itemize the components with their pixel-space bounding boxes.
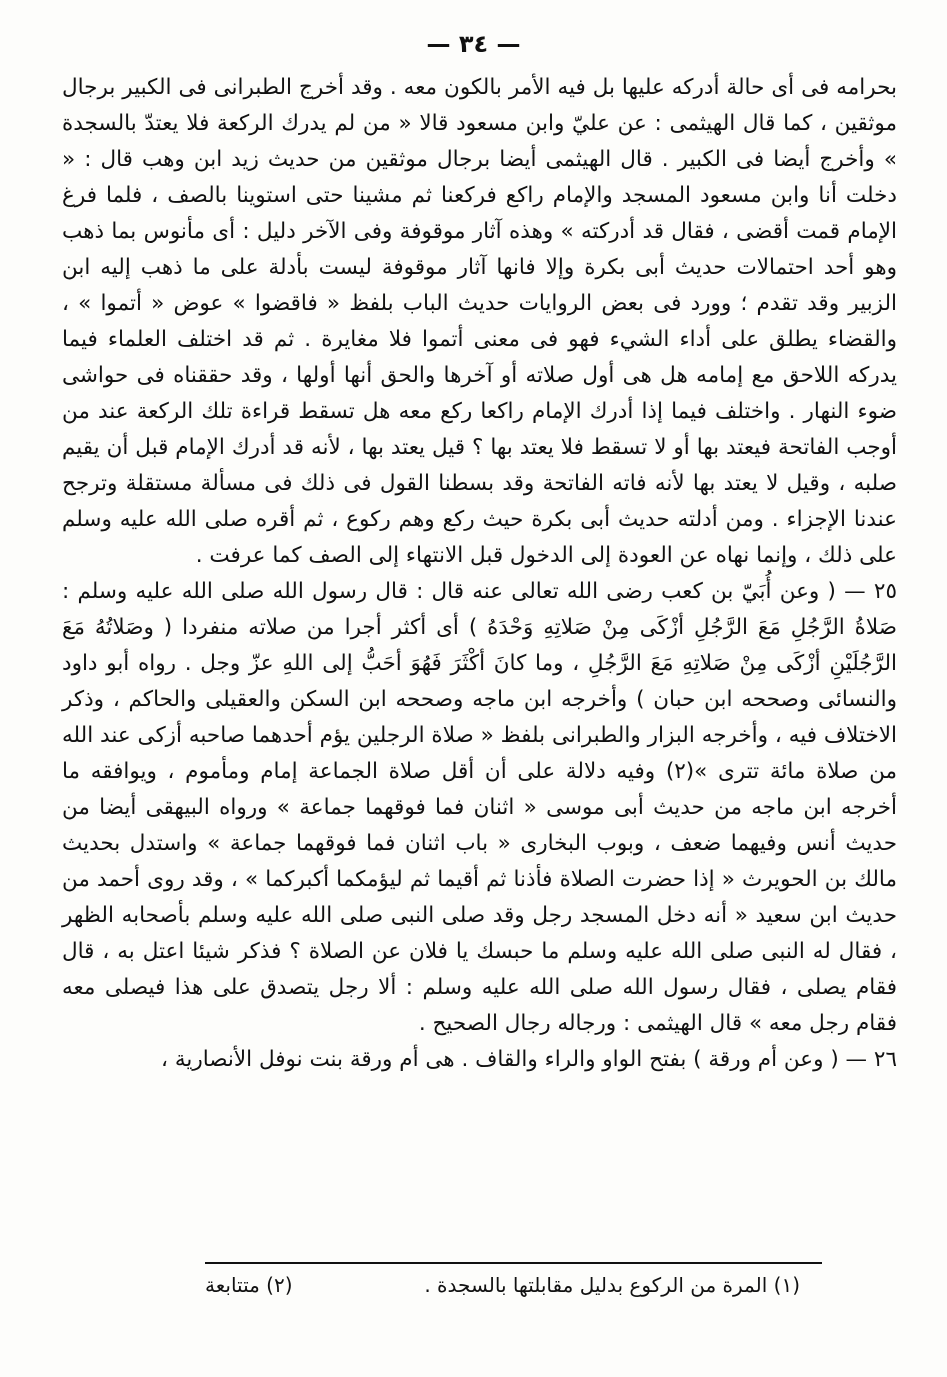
paragraph-commentary: بحرامه فى أى حالة أدركه عليها بل فيه الأمر بالكون معه . وقد أخرج الطبرانى فى الكبير برجال موثقين ، كما قال الهيثمى : عن عليّ وابن مسعود قالا « من لم يدرك الركعة فلا يعتدّ بالسجدة » وأخرج أيضا فى الكبير . قال الهيثمى أيضا برجال موثقين من حديث زيد ابن وهب قال : « دخلت أنا وابن مسعود المسجد والإمام راكع فركعنا ثم مشينا حتى استوينا بالصف ، فلما فرغ الإمام قمت أقضى ، فقال قد أدركته » وهذه آثار موقوفة وفى الآخر دليل : أى مأنوس بما ذهب وهو أحد احتمالات حديث أبى بكرة وإلا فانها آثار موقوفة ليست بأدلة على ما ذهب إليه ابن الزبير وقد تقدم ؛ وورد فى بعض الروايات حديث الباب بلفظ « فاقضوا » عوض « أتموا » ، والقضاء يطلق على أداء الشيء فهو فى معنى أتموا فلا مغايرة . ثم قد اختلف العلماء فيما يدركه اللاحق مع إمامه هل هى أول صلاته أو آخرها والحق أنها أولها ، وقد حققناه فى حواشى ضوء النهار . واختلف فيما إذا أدرك الإمام راكعا ركع معه هل تسقط قراءة تلك الركعة عند من أوجب الفاتحة فيعتد بها أو لا تسقط فلا يعتد بها ؟ قيل يعتد بها ، لأنه قد أدرك الإمام قبل أن يقيم صلبه ، وقيل لا يعتد بها لأنه فاته الفاتحة وقد بسطنا القول فى ذلك فى مسألة مستقلة وترجح عندنا الإجزاء . ومن أدلته حديث أبى بكرة حيث ركع وهم ركوع ، ثم أقره صلى الله عليه وسلم على ذلك ، وإنما نهاه عن العودة إلى الدخول قبل الانتهاء إلى الصف كما عرفت . [62, 75, 897, 568]
footnote-2: (٢) متتابعة [205, 1273, 293, 1297]
footnote-divider [205, 1262, 822, 1264]
paragraph-hadith-25: ٢٥ — ( وعن أُبَيّ بن كعب رضى الله تعالى عنه قال : قال رسول الله صلى الله عليه وسلم : صَلاةُ الرَّجُلِ مَعَ الرَّجُلِ أزْكَى مِنْ صَلاتِهِ وَحْدَهُ ) أى أكثر أجرا من صلاته منفردا ( وصَلاتُهُ مَعَ الرَّجُلَيْنِ أزْكَى مِنْ صَلاتِهِ مَعَ الرَّجُلِ ، وما كانَ أكْثَرَ فَهُوَ أحَبُّ إلى اللهِ عزّ وجل . رواه أبو داود والنسائى وصححه ابن حبان ) وأخرجه ابن ماجه وصححه ابن السكن والعقيلى والحاكم ، وذكر الاختلاف فيه ، وأخرجه البزار والطبرانى بلفظ « صلاة الرجلين يؤم أحدهما صاحبه أزكى عند الله من صلاة مائة تترى »(٢) وفيه دلالة على أن أقل صلاة الجماعة إمام ومأموم ، ويوافقه ما أخرجه ابن ماجه من حديث أبى موسى « اثنان فما فوقهما جماعة » ورواه البيهقى أيضا من حديث أنس وفيهما ضعف ، وبوب البخارى « باب اثنان فما فوقهما جماعة » واستدل بحديث مالك بن الحويرث « إذا حضرت الصلاة فأذنا ثم أقيما ثم ليؤمكما أكبركما » ، وقد روى أحمد من حديث ابن سعيد « أنه دخل المسجد رجل وقد صلى النبى صلى الله عليه وسلم بأصحابه الظهر ، فقال له النبى صلى الله عليه وسلم ما حبسك يا فلان عن الصلاة ؟ فذكر شيئا اعتل به ، قال فقام يصلى ، فقال رسول الله صلى الله عليه وسلم : ألا رجل يتصدق على هذا فيصلى معه فقام رجل معه » قال الهيثمى : ورجاله رجال الصحيح . [62, 579, 897, 1036]
footnote-1: (١) المرة من الركوع بدليل مقابلتها بالسجدة . [424, 1273, 800, 1297]
main-text [62, 70, 897, 1078]
page-number: — ٣٤ — [426, 30, 521, 58]
paragraph-hadith-26: ٢٦ — ( وعن أم ورقة ) بفتح الواو والراء والقاف . هى أم ورقة بنت نوفل الأنصارية ، [161, 1047, 897, 1072]
footnotes [205, 1268, 800, 1302]
